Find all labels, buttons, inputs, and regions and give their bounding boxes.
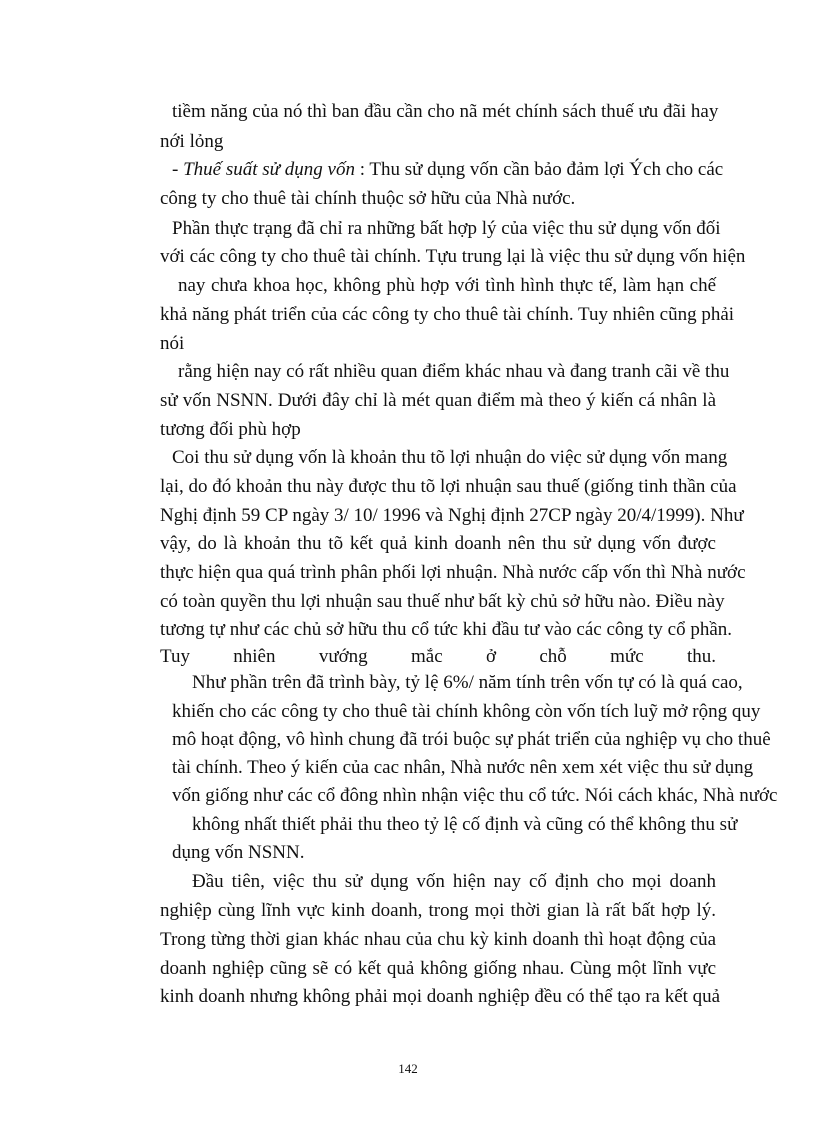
text-line: sử vốn NSNN. Dưới đây chỉ là mét quan điểm mà theo ý kiến cá nhân là: [160, 390, 716, 411]
text-line: lại, do đó khoản thu này được thu tõ lợi nhuận sau thuế (giống tinh thần của: [160, 476, 737, 497]
text-line: kinh doanh nhưng không phải mọi doanh nghiệp đều có thể tạo ra kết quả: [160, 986, 721, 1007]
text-line: Đầu tiên, việc thu sử dụng vốn hiện nay cố định cho mọi doanh: [192, 871, 716, 892]
text-line: thực hiện qua quá trình phân phối lợi nhuận. Nhà nước cấp vốn thì Nhà nước: [160, 562, 746, 583]
text-line: không nhất thiết phải thu theo tỷ lệ cố định và cũng có thể không thu sử: [192, 814, 738, 835]
text-line: Coi thu sử dụng vốn là khoản thu tõ lợi nhuận do việc sử dụng vốn mang: [172, 447, 728, 468]
text-line: mô hoạt động, vô hình chung đã trói buộc sự phát triển của nghiệp vụ cho thuê: [172, 729, 771, 750]
text-line: rằng hiện nay có rất nhiều quan điểm khác nhau và đang tranh cãi về thu: [178, 361, 730, 382]
text-line: có toàn quyền thu lợi nhuận sau thuế như bất kỳ chủ sở hữu nào. Điều này: [160, 591, 725, 612]
text-line: tương đối phù hợp: [160, 419, 301, 440]
text-line: nói: [160, 333, 185, 354]
text-line: tương tự như các chủ sở hữu thu cổ tức khi đầu tư vào các công ty cổ phần.: [160, 619, 733, 640]
text-line: Trong từng thời gian khác nhau của chu kỳ kinh doanh thì hoạt động của: [160, 929, 716, 950]
text-line: Phần thực trạng đã chỉ ra những bất hợp lý của việc thu sử dụng vốn đối: [172, 218, 721, 239]
text-line: khiến cho các công ty cho thuê tài chính không còn vốn tích luỹ mở rộng quy: [172, 701, 761, 722]
text-line: với các công ty cho thuê tài chính. Tựu trung lại là việc thu sử dụng vốn hiện: [160, 246, 746, 267]
line-rest: : Thu sử dụng vốn cần bảo đảm lợi Ých cho các: [354, 159, 724, 180]
text-line: vậy, do là khoản thu tõ kết quả kinh doanh nên thu sử dụng vốn được: [160, 533, 716, 554]
text-line: doanh nghiệp cũng sẽ có kết quả không giống nhau. Cùng một lĩnh vực: [160, 958, 716, 979]
italic-term: Thuế suất sử dụng vốn: [183, 159, 355, 180]
text-line: Nghị định 59 CP ngày 3/ 10/ 1996 và Nghị định 27CP ngày 20/4/1999). Như: [160, 505, 744, 526]
text-line: vốn giống như các cổ đông nhìn nhận việc thu cổ tức. Nói cách khác, Nhà nước: [172, 785, 778, 806]
text-line: công ty cho thuê tài chính thuộc sở hữu của Nhà nước.: [160, 188, 576, 209]
text-line: [172, 155, 724, 185]
text-line: nới lỏng: [160, 131, 224, 152]
text-line: tiềm năng của nó thì ban đầu cần cho nã mét chính sách thuế ưu đãi hay: [172, 101, 719, 122]
text-line: Tuy nhiên vướng mắc ở chỗ mức thu.: [160, 646, 716, 667]
text-line: dụng vốn NSNN.: [172, 842, 305, 863]
text-line: Như phần trên đã trình bày, tỷ lệ 6%/ năm tính trên vốn tự có là quá cao,: [192, 672, 743, 693]
text-line: khả năng phát triển của các công ty cho thuê tài chính. Tuy nhiên cũng phải: [160, 304, 735, 325]
text-line: nay chưa khoa học, không phù hợp với tình hình thực tế, làm hạn chế: [178, 275, 716, 296]
text-line: nghiệp cùng lĩnh vực kinh doanh, trong mọi thời gian là rất bất hợp lý.: [160, 900, 716, 921]
page-number: 142: [398, 1061, 418, 1076]
text-line: tài chính. Theo ý kiến của cac nhân, Nhà nước nên xem xét việc thu sử dụng: [172, 757, 754, 778]
dash-prefix: -: [172, 159, 184, 180]
